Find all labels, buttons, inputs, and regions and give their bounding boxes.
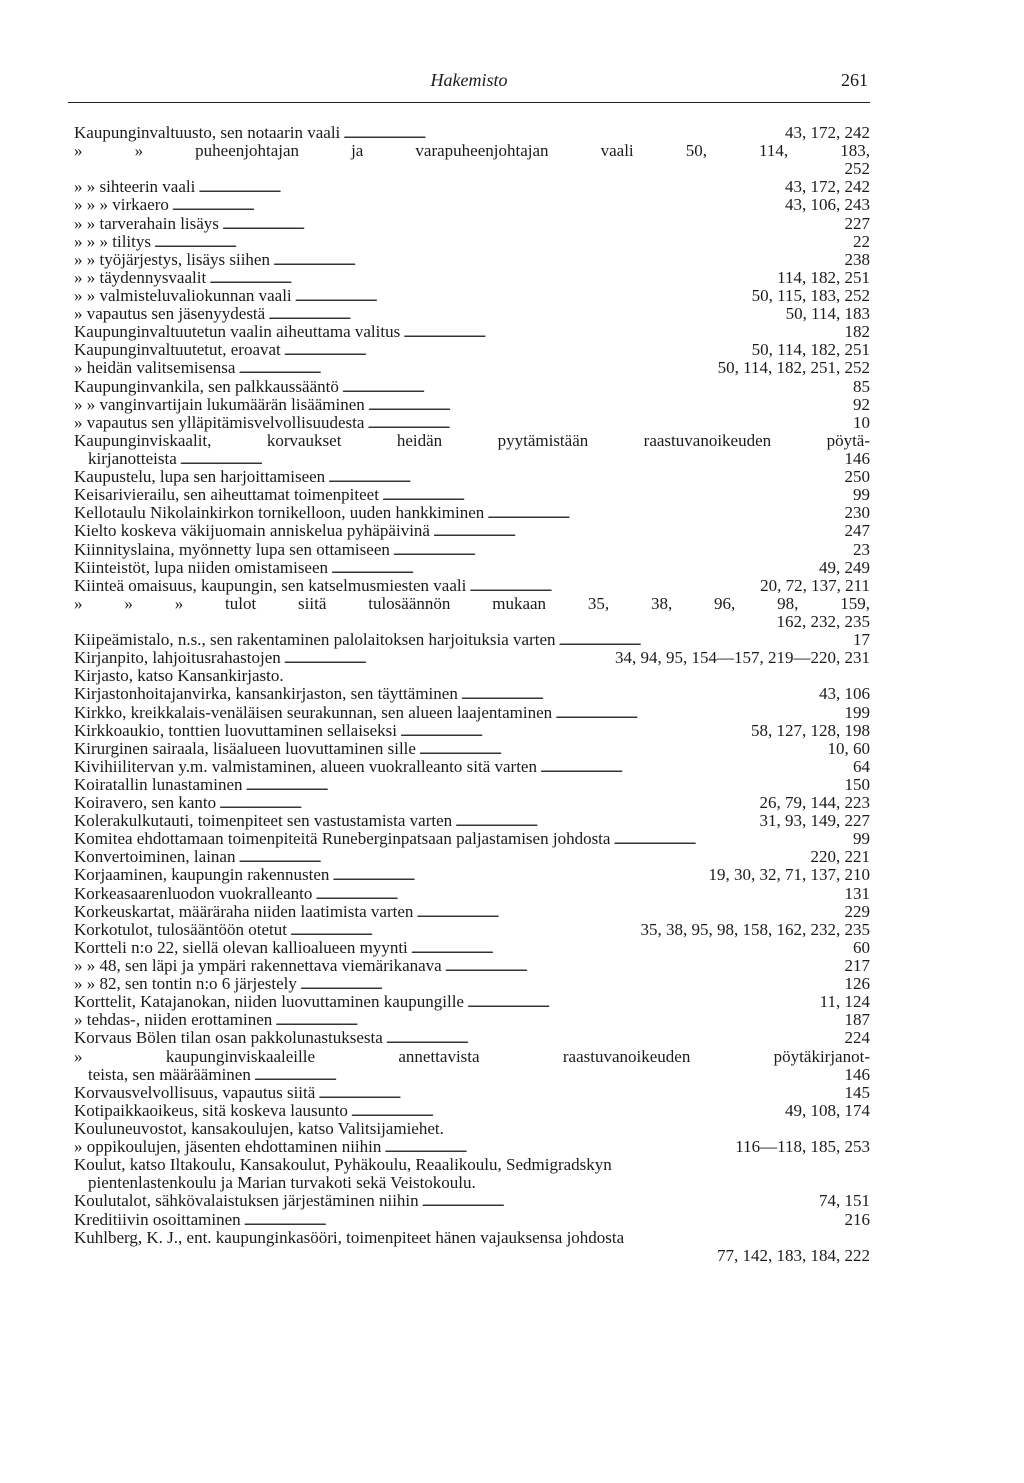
index-entry: [74, 685, 870, 703]
entry-heading: Keisarivierailu, sen aiheuttamat toimenpiteet: [74, 486, 379, 505]
entry-page-refs: 92: [853, 394, 870, 414]
entry-heading: » oppikoulujen, jäsenten ehdottaminen niihin: [74, 1138, 382, 1157]
entry-page-refs: 114, 182, 251: [777, 267, 870, 287]
entry-heading: Kotipaikkaoikeus, sitä koskeva lausunto: [74, 1101, 348, 1120]
entry-heading: Kaupunginviskaalit, korvaukset heidän pyytämistään raastuvanoikeuden pöytä-: [74, 430, 870, 450]
entry-page-refs: 250: [844, 467, 870, 487]
index-entry: [74, 287, 870, 305]
entry-page-refs: 187: [844, 1010, 870, 1030]
entry-heading: Kirjanpito, lahjoitusrahastojen: [74, 649, 281, 668]
dot-leader: [393, 541, 850, 560]
entry-page-refs: 19, 30, 32, 71, 137, 210: [708, 865, 870, 885]
entry-heading: » kaupunginviskaaleille annettavista raastuvanoikeuden pöytäkirjanot-: [74, 1046, 870, 1066]
entry-page-refs: 10: [853, 412, 870, 432]
index-entry: [74, 522, 870, 540]
entry-page-refs: 43, 172, 242: [785, 177, 870, 197]
entry-page-refs: 230: [844, 503, 870, 523]
entry-page-refs: 49, 108, 174: [785, 1100, 870, 1120]
entry-heading: Kaupunginvaltuutetut, eroavat: [74, 341, 281, 360]
entry-heading: » » täydennysvaalit: [74, 268, 207, 287]
entry-heading: » » vanginvartijain lukumäärän lisääminen: [74, 395, 365, 414]
entry-heading: » » työjärjestys, lisäys siihen: [74, 250, 270, 269]
dot-leader: [467, 993, 817, 1012]
index-entry: [74, 486, 870, 504]
entry-page-refs: 216: [844, 1209, 870, 1229]
entry-page-refs: 10, 60: [827, 738, 870, 758]
entry-page-refs: 43, 106, 243: [785, 195, 870, 215]
dot-leader: [332, 866, 705, 885]
dot-leader: [445, 957, 842, 976]
index-entry: [74, 396, 870, 414]
index-entry: [74, 142, 870, 160]
entry-page-refs: 50, 115, 183, 252: [751, 285, 870, 305]
entry-heading: Kielto koskeva väkijuomain anniskelua pyhäpäivinä: [74, 522, 430, 541]
index-entry: [74, 341, 870, 359]
dot-leader: [555, 704, 841, 723]
index-entry: [74, 577, 870, 595]
dot-leader: [154, 233, 850, 252]
entry-heading: Kiipeämistalo, n.s., sen rakentaminen palolaitoksen harjoituksia varten: [74, 631, 556, 650]
index-entry: [74, 776, 870, 794]
entry-page-refs: 43, 106: [819, 684, 870, 704]
entry-page-refs: 35, 38, 95, 98, 158, 162, 232, 235: [640, 919, 870, 939]
entry-heading: Korkeuskartat, määräraha niiden laatimista varten: [74, 902, 414, 921]
entry-heading: Korkeasaarenluodon vuokralleanto: [74, 884, 313, 903]
dot-leader: [222, 215, 842, 234]
entry-heading: » heidän valitsemisensa: [74, 359, 236, 378]
index-entry: [74, 921, 870, 939]
entry-page-refs: 99: [853, 829, 870, 849]
entry-page-refs: 252: [844, 159, 870, 179]
entry-heading: » vapautus sen ylläpitämisvelvollisuudesta: [74, 413, 365, 432]
dot-leader: [461, 685, 816, 704]
entry-heading: Kaupunginvankila, sen palkkaussääntö: [74, 377, 339, 396]
entry-heading: » » » tulot siitä tulosäännön mukaan 35, 38, 96, 98, 159,: [74, 593, 870, 613]
entry-heading: » » 82, sen tontin n:o 6 järjestely: [74, 975, 297, 994]
entry-page-refs: 74, 151: [819, 1191, 870, 1211]
dot-leader: [180, 450, 842, 469]
index-entry: [74, 233, 870, 251]
entry-page-refs: 60: [853, 937, 870, 957]
index-entry: [74, 1102, 870, 1120]
dot-leader: [318, 1084, 841, 1103]
entry-page-refs: 22: [853, 231, 870, 251]
index-entry: [74, 1229, 870, 1247]
entry-page-refs: 49, 249: [819, 557, 870, 577]
dot-leader: [300, 975, 842, 994]
page-header: [68, 62, 870, 103]
dot-leader: [273, 251, 842, 270]
index-entry: [74, 595, 870, 613]
dot-leader: [540, 758, 850, 777]
dot-leader: [416, 903, 841, 922]
entry-heading: Kaupunginvaltuusto, sen notaarin vaali: [74, 124, 341, 142]
entry-page-refs: 182: [844, 322, 870, 342]
entry-heading: Kiinnityslaina, myönnetty lupa sen ottamiseen: [74, 540, 390, 559]
index-entry: [74, 215, 870, 233]
dot-leader: [455, 812, 756, 831]
entry-page-refs: 26, 79, 144, 223: [759, 793, 870, 813]
entry-page-refs: 227: [844, 213, 870, 233]
dot-leader: [315, 885, 841, 904]
entry-page-refs: 146: [844, 1064, 870, 1084]
entry-page-refs: 11, 124: [819, 992, 870, 1012]
entry-page-refs: 145: [844, 1082, 870, 1102]
index-entry: [74, 269, 870, 287]
entry-heading-continuation: teista, sen määrääminen: [88, 1065, 251, 1084]
entry-page-refs: 85: [853, 376, 870, 396]
index-list: [74, 124, 870, 1265]
entry-heading: Kirjasto, katso Kansankirjasto.: [74, 666, 284, 686]
index-entry: [74, 323, 870, 341]
entry-page-refs: 77, 142, 183, 184, 222: [717, 1245, 870, 1265]
entry-heading: Kaupustelu, lupa sen harjoittamiseen: [74, 468, 326, 487]
entry-heading: » vapautus sen jäsenyydestä: [74, 305, 266, 324]
entry-heading: Korkotulot, tulosääntöön otetut: [74, 920, 287, 939]
index-entry: [74, 432, 870, 450]
dot-leader: [342, 378, 850, 397]
entry-page-refs: 23: [853, 539, 870, 559]
index-entry: [74, 1192, 870, 1210]
dot-leader: [487, 504, 841, 523]
index-entry: [74, 812, 870, 830]
entry-heading: Korjaaminen, kaupungin rakennusten: [74, 866, 330, 885]
entry-page-refs: 50, 114, 182, 251: [751, 340, 870, 360]
index-entry-continuation: [74, 1066, 870, 1084]
index-entry: [74, 975, 870, 993]
entry-page-refs: 31, 93, 149, 227: [759, 811, 870, 831]
page-number: 261: [841, 70, 868, 90]
index-entry: [74, 1048, 870, 1066]
index-entry-continuation: [74, 450, 870, 468]
entry-page-refs: 238: [844, 249, 870, 269]
dot-leader: [246, 776, 842, 795]
dot-leader: [209, 269, 774, 288]
entry-heading: » » valmisteluvaliokunnan vaali: [74, 286, 292, 305]
dot-leader: [238, 359, 714, 378]
entry-page-refs: 43, 172, 242: [785, 123, 870, 142]
entry-heading: Komitea ehdottamaan toimenpiteitä Runeberginpatsaan paljastamisen johdosta: [74, 830, 611, 849]
entry-page-refs: 126: [844, 974, 870, 994]
entry-page-refs: 20, 72, 137, 211: [760, 575, 870, 595]
index-entry: [74, 1138, 870, 1156]
entry-page-refs: 50, 114, 182, 251, 252: [717, 358, 870, 378]
entry-page-refs: 131: [844, 883, 870, 903]
index-entry: [74, 1029, 870, 1047]
dot-leader: [331, 559, 816, 578]
index-entry: [74, 305, 870, 323]
index-entry: [74, 993, 870, 1011]
entry-heading: » » puheenjohtajan ja varapuheenjohtajan vaali 50, 114, 183,: [74, 141, 870, 161]
entry-heading: Kellotaulu Nikolainkirkon tornikelloon, uuden hankkiminen: [74, 504, 485, 523]
running-title: Hakemisto: [430, 70, 508, 90]
entry-page-refs: 64: [853, 756, 870, 776]
entry-heading: Korvaus Bölen tilan osan pakkolunastuksesta: [74, 1029, 383, 1048]
index-entry: [74, 504, 870, 522]
entry-heading: Kuhlberg, K. J., ent. kaupunginkasööri, toimenpiteet hänen vajauksensa johdosta: [74, 1227, 625, 1247]
dot-leader: [419, 740, 825, 759]
index-entry: [74, 559, 870, 577]
index-entry: [74, 178, 870, 196]
index-entry: [74, 740, 870, 758]
index-entry: [74, 848, 870, 866]
dot-leader: [198, 178, 782, 197]
entry-page-refs: 34, 94, 95, 154—157, 219—220, 231: [615, 648, 870, 668]
index-entry: [74, 251, 870, 269]
entry-page-refs: 58, 127, 128, 198: [751, 720, 870, 740]
entry-heading: Kirkko, kreikkalais-venäläisen seurakunnan, sen alueen laajentaminen: [74, 703, 553, 722]
entry-heading: » » sihteerin vaali: [74, 178, 196, 197]
dot-leader: [433, 522, 842, 541]
entry-page-refs: 217: [844, 956, 870, 976]
entry-heading: Koulutalot, sähkövalaistuksen järjestäminen niihin: [74, 1192, 419, 1211]
index-entry: [74, 903, 870, 921]
dot-leader: [268, 305, 782, 324]
index-entry: [74, 758, 870, 776]
index-entry: [74, 866, 870, 884]
index-entry: [74, 794, 870, 812]
index-entry: [74, 631, 870, 649]
index-entry: [74, 414, 870, 432]
index-entry: [74, 359, 870, 377]
entry-heading: Kiinteistöt, lupa niiden omistamiseen: [74, 558, 329, 577]
index-entry: [74, 957, 870, 975]
dot-leader: [172, 196, 782, 215]
entry-page-refs: 17: [853, 630, 870, 650]
index-entry: [74, 196, 870, 214]
entry-heading: Kreditiivin osoittaminen: [74, 1210, 241, 1229]
index-entry: [74, 378, 870, 396]
entry-page-refs: 247: [844, 521, 870, 541]
entry-heading: Kolerakulkutauti, toimenpiteet sen vastustamista varten: [74, 812, 453, 831]
entry-page-refs: 229: [844, 901, 870, 921]
entry-heading-continuation: kirjanotteista: [88, 449, 177, 468]
entry-heading: Korttelit, Katajanokan, niiden luovuttaminen kaupungille: [74, 993, 464, 1012]
index-entry: [74, 704, 870, 722]
index-entry: [74, 1174, 870, 1192]
entry-heading: Kortteli n:o 22, siellä olevan kallioalueen myynti: [74, 938, 408, 957]
entry-heading: Kouluneuvostot, kansakoulujen, katso Valitsijamiehet.: [74, 1119, 444, 1139]
entry-heading: Koiravero, sen kanto: [74, 794, 217, 813]
dot-leader: [275, 1011, 841, 1030]
index-entry: [74, 1156, 870, 1174]
entry-heading: » » tarverahain lisäys: [74, 214, 219, 233]
index-entry: [74, 830, 870, 848]
entry-page-refs: 146: [844, 448, 870, 468]
index-entry: [74, 885, 870, 903]
dot-leader: [219, 794, 756, 813]
entry-heading: Korvausvelvollisuus, vapautus siitä: [74, 1083, 316, 1102]
dot-leader: [368, 396, 850, 415]
entry-page-refs: 99: [853, 485, 870, 505]
entry-heading: Kirjastonhoitajanvirka, kansankirjaston, sen täyttäminen: [74, 685, 458, 704]
entry-heading: Kirurginen sairaala, lisäalueen luovuttaminen sille: [74, 739, 416, 758]
dot-leader: [411, 939, 850, 958]
entry-heading: Kivihiilitervan y.m. valmistaminen, alueen vuokralleanto sitä varten: [74, 757, 537, 776]
index-entry: [74, 124, 870, 142]
entry-heading: Koiratallin lunastaminen: [74, 775, 243, 794]
entry-heading: » » » virkaero: [74, 196, 169, 215]
dot-leader: [295, 287, 749, 306]
dot-leader: [284, 341, 749, 360]
entry-heading: Koulut, katso Iltakoulu, Kansakoulut, Pyhäkoulu, Reaalikoulu, Sedmigradskyn: [74, 1155, 612, 1175]
entry-heading: Kiinteä omaisuus, kaupungin, sen katselmusmiesten vaali: [74, 576, 467, 595]
index-entry: [74, 1211, 870, 1229]
index-entry: [74, 649, 870, 667]
dot-leader: [290, 921, 638, 940]
entry-heading: » tehdas-, niiden erottaminen: [74, 1011, 273, 1030]
entry-page-refs: 162, 232, 235: [776, 611, 870, 631]
entry-heading: pientenlastenkoulu ja Marian turvakoti sekä Veistokoulu.: [88, 1173, 476, 1193]
index-entry: [74, 1120, 870, 1138]
index-entry: [74, 1084, 870, 1102]
entry-page-refs: 50, 114, 183: [785, 304, 870, 324]
dot-leader: [382, 486, 850, 505]
entry-heading: » » » tilitys: [74, 232, 151, 251]
index-entry: [74, 667, 870, 685]
dot-leader: [328, 468, 841, 487]
entry-heading: Kaupunginvaltuutetun vaalin aiheuttama valitus: [74, 323, 401, 342]
entry-page-refs: 150: [844, 774, 870, 794]
entry-page-refs: 224: [844, 1028, 870, 1048]
index-entry: [74, 541, 870, 559]
dot-leader: [400, 722, 748, 741]
dot-leader: [254, 1066, 842, 1085]
entry-page-refs: 116—118, 185, 253: [735, 1137, 870, 1157]
entry-heading: » » 48, sen läpi ja ympäri rakennettava viemärikanava: [74, 957, 442, 976]
dot-leader: [422, 1192, 816, 1211]
entry-page-refs: 199: [844, 702, 870, 722]
entry-heading: Kirkkoaukio, tonttien luovuttaminen sellaiseksi: [74, 721, 397, 740]
index-entry: [74, 1011, 870, 1029]
index-entry: [74, 722, 870, 740]
index-entry: [74, 939, 870, 957]
index-entry: [74, 468, 870, 486]
entry-page-refs: 220, 221: [810, 847, 870, 867]
entry-heading: Konvertoiminen, lainan: [74, 848, 236, 867]
dot-leader: [284, 649, 612, 668]
